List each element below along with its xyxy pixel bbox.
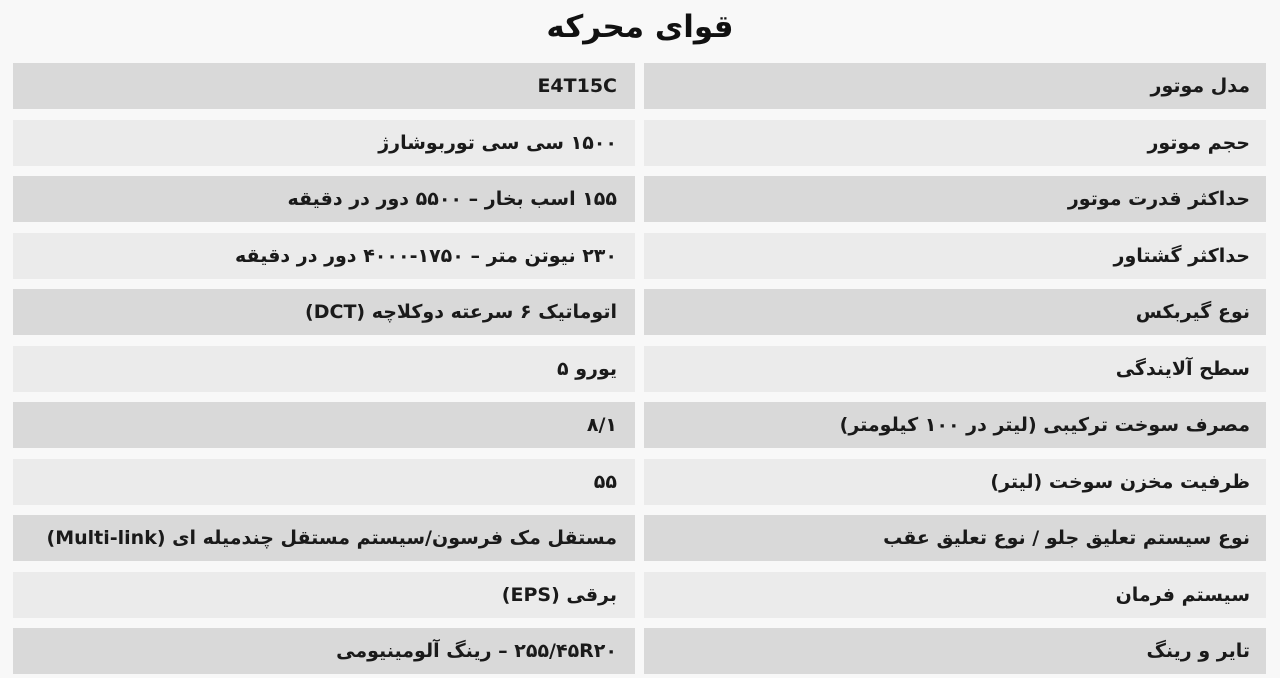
row-value: یورو ۵ [13, 346, 635, 392]
table-row [13, 233, 1266, 290]
table-row [13, 346, 1266, 403]
table-row [13, 402, 1266, 459]
row-label: سیستم فرمان [644, 572, 1266, 618]
row-value: ۵۵ [13, 459, 635, 505]
table-row [13, 176, 1266, 233]
spec-table [13, 63, 1266, 678]
row-value: مستقل مک فرسون/سیستم مستقل چندمیله ای (Multi-link) [13, 515, 635, 561]
row-value: ۲۵۵/۴۵R۲۰ – رینگ آلومینیومی [13, 628, 635, 674]
table-row [13, 120, 1266, 177]
table-row [13, 515, 1266, 572]
table-row [13, 63, 1266, 120]
row-value: ۱۵۰۰ سی سی توربوشارژ [13, 120, 635, 166]
page-title: قوای محرکه [546, 9, 734, 45]
row-value: ۲۳۰ نیوتن متر – ۱۷۵۰-۴۰۰۰ دور در دقیقه [13, 233, 635, 279]
row-label: سطح آلایندگی [644, 346, 1266, 392]
row-label: نوع گیربکس [644, 289, 1266, 335]
row-label: حجم موتور [644, 120, 1266, 166]
table-row [13, 459, 1266, 516]
row-label: مدل موتور [644, 63, 1266, 109]
row-label: ظرفیت مخزن سوخت (لیتر) [644, 459, 1266, 505]
table-row [13, 289, 1266, 346]
row-label: حداکثر گشتاور [644, 233, 1266, 279]
row-value: E4T15C [13, 63, 635, 109]
row-value: ۱۵۵ اسب بخار – ۵۵۰۰ دور در دقیقه [13, 176, 635, 222]
row-value: برقی (EPS) [13, 572, 635, 618]
table-row [13, 628, 1266, 678]
row-value: اتوماتیک ۶ سرعته دوکلاچه (DCT) [13, 289, 635, 335]
row-label: نوع سیستم تعلیق جلو / نوع تعلیق عقب [644, 515, 1266, 561]
row-label: تایر و رینگ [644, 628, 1266, 674]
row-label: حداکثر قدرت موتور [644, 176, 1266, 222]
row-label: مصرف سوخت ترکیبی (لیتر در ۱۰۰ کیلومتر) [644, 402, 1266, 448]
row-value: ۸/۱ [13, 402, 635, 448]
table-row [13, 572, 1266, 629]
